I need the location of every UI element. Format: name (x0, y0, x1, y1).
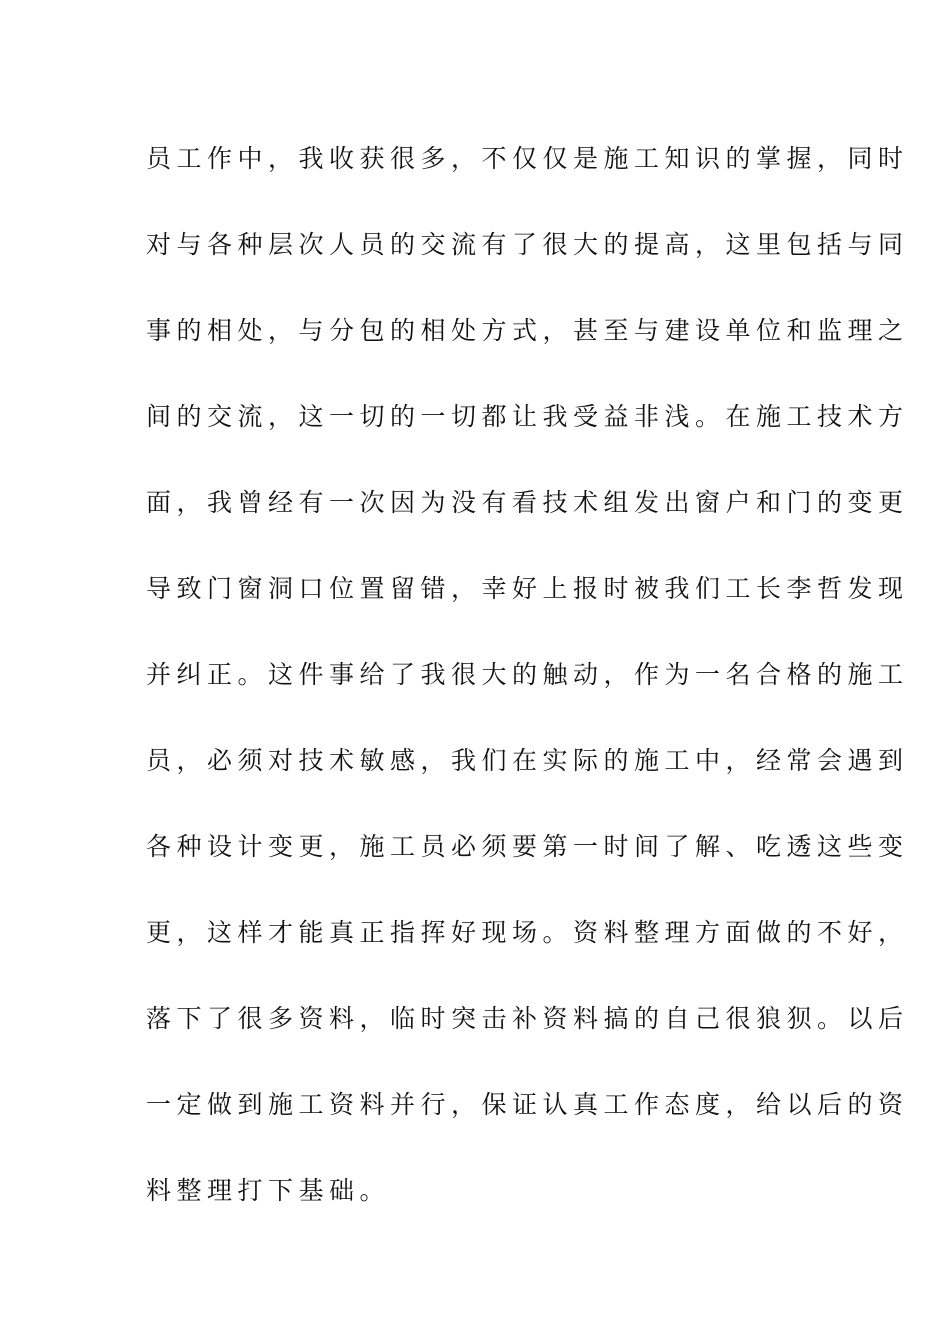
text-line-7: 并纠正。这件事给了我很大的触动，作为一名合格的施工 (146, 660, 909, 689)
text-line-9: 各种设计变更，施工员必须要第一时间了解、吃透这些变 (146, 832, 909, 861)
text-line-11: 落下了很多资料，临时突击补资料搞的自己很狼狈。以后 (146, 1004, 909, 1033)
text-line-2: 对与各种层次人员的交流有了很大的提高，这里包括与同 (146, 230, 909, 259)
text-line-12: 一定做到施工资料并行，保证认真工作态度，给以后的资 (146, 1090, 909, 1119)
text-line-3: 事的相处，与分包的相处方式，甚至与建设单位和监理之 (146, 316, 909, 345)
text-line-6: 导致门窗洞口位置留错，幸好上报时被我们工长李哲发现 (146, 574, 909, 603)
body-paragraph (146, 139, 909, 1257)
text-line-10: 更，这样才能真正指挥好现场。资料整理方面做的不好， (146, 918, 909, 947)
text-line-5: 面，我曾经有一次因为没有看技术组发出窗户和门的变更 (146, 488, 909, 517)
text-line-8: 员，必须对技术敏感，我们在实际的施工中，经常会遇到 (146, 746, 909, 775)
text-line-1: 员工作中，我收获很多，不仅仅是施工知识的掌握，同时 (146, 144, 909, 173)
text-line-13: 料整理打下基础。 (146, 1176, 391, 1205)
text-line-4: 间的交流，这一切的一切都让我受益非浅。在施工技术方 (146, 402, 909, 431)
